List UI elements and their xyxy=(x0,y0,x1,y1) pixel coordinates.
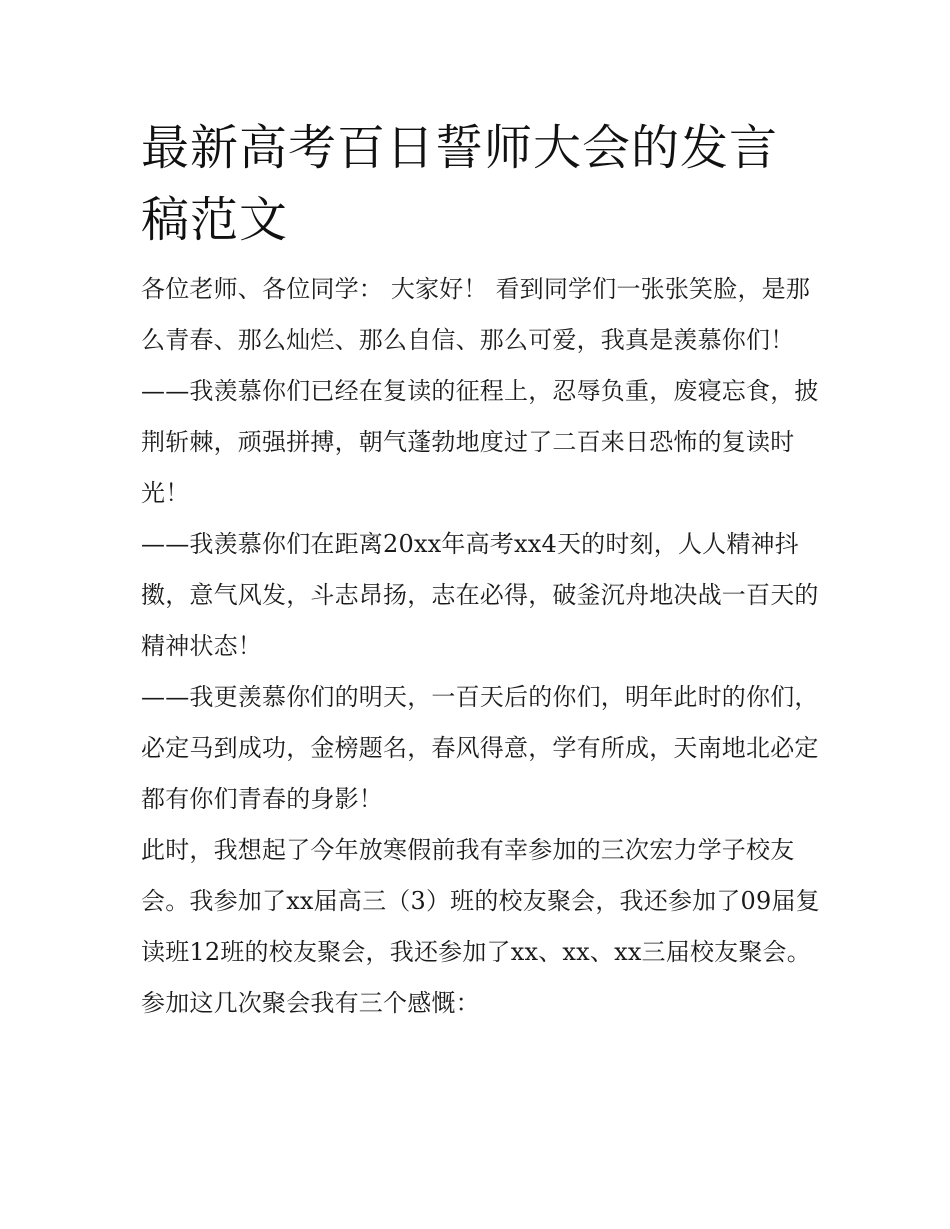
document-title: 最新高考百日誓师大会的发言稿范文 xyxy=(141,120,779,248)
paragraph-alumni-reunions: 此时，我想起了今年放寒假前我有幸参加的三次宏力学子校友会。我参加了xx届高三（3）班的校友聚会，我还参加了09届复读班12班的校友聚会，我还参加了xx、xx、xx三届校友聚会。参加这几次聚会我有三个感慨： xyxy=(141,836,820,1017)
paragraph-envy-journey: ——我羡慕你们已经在复读的征程上，忍辱负重，废寝忘食，披荆斩棘，顽强拼搏，朝气蓬勃地度过了二百来日恐怖的复读时光！ xyxy=(141,377,819,507)
document-content xyxy=(141,112,821,1029)
paragraph-greeting: 各位老师、各位同学： 大家好！ 看到同学们一张张笑脸，是那么青春、那么灿烂、那么自信、那么可爱，我真是羡慕你们！ xyxy=(141,275,811,354)
paragraph-envy-future: ——我更羡慕你们的明天，一百天后的你们，明年此时的你们，必定马到成功，金榜题名，春风得意，学有所成，天南地北必定都有你们青春的身影！ xyxy=(141,683,819,813)
document-body xyxy=(141,264,821,1029)
paragraph-envy-spirit: ——我羡慕你们在距离20xx年高考xx4天的时刻，人人精神抖擞，意气风发，斗志昂扬，志在必得，破釜沉舟地决战一百天的精神状态！ xyxy=(141,530,819,660)
